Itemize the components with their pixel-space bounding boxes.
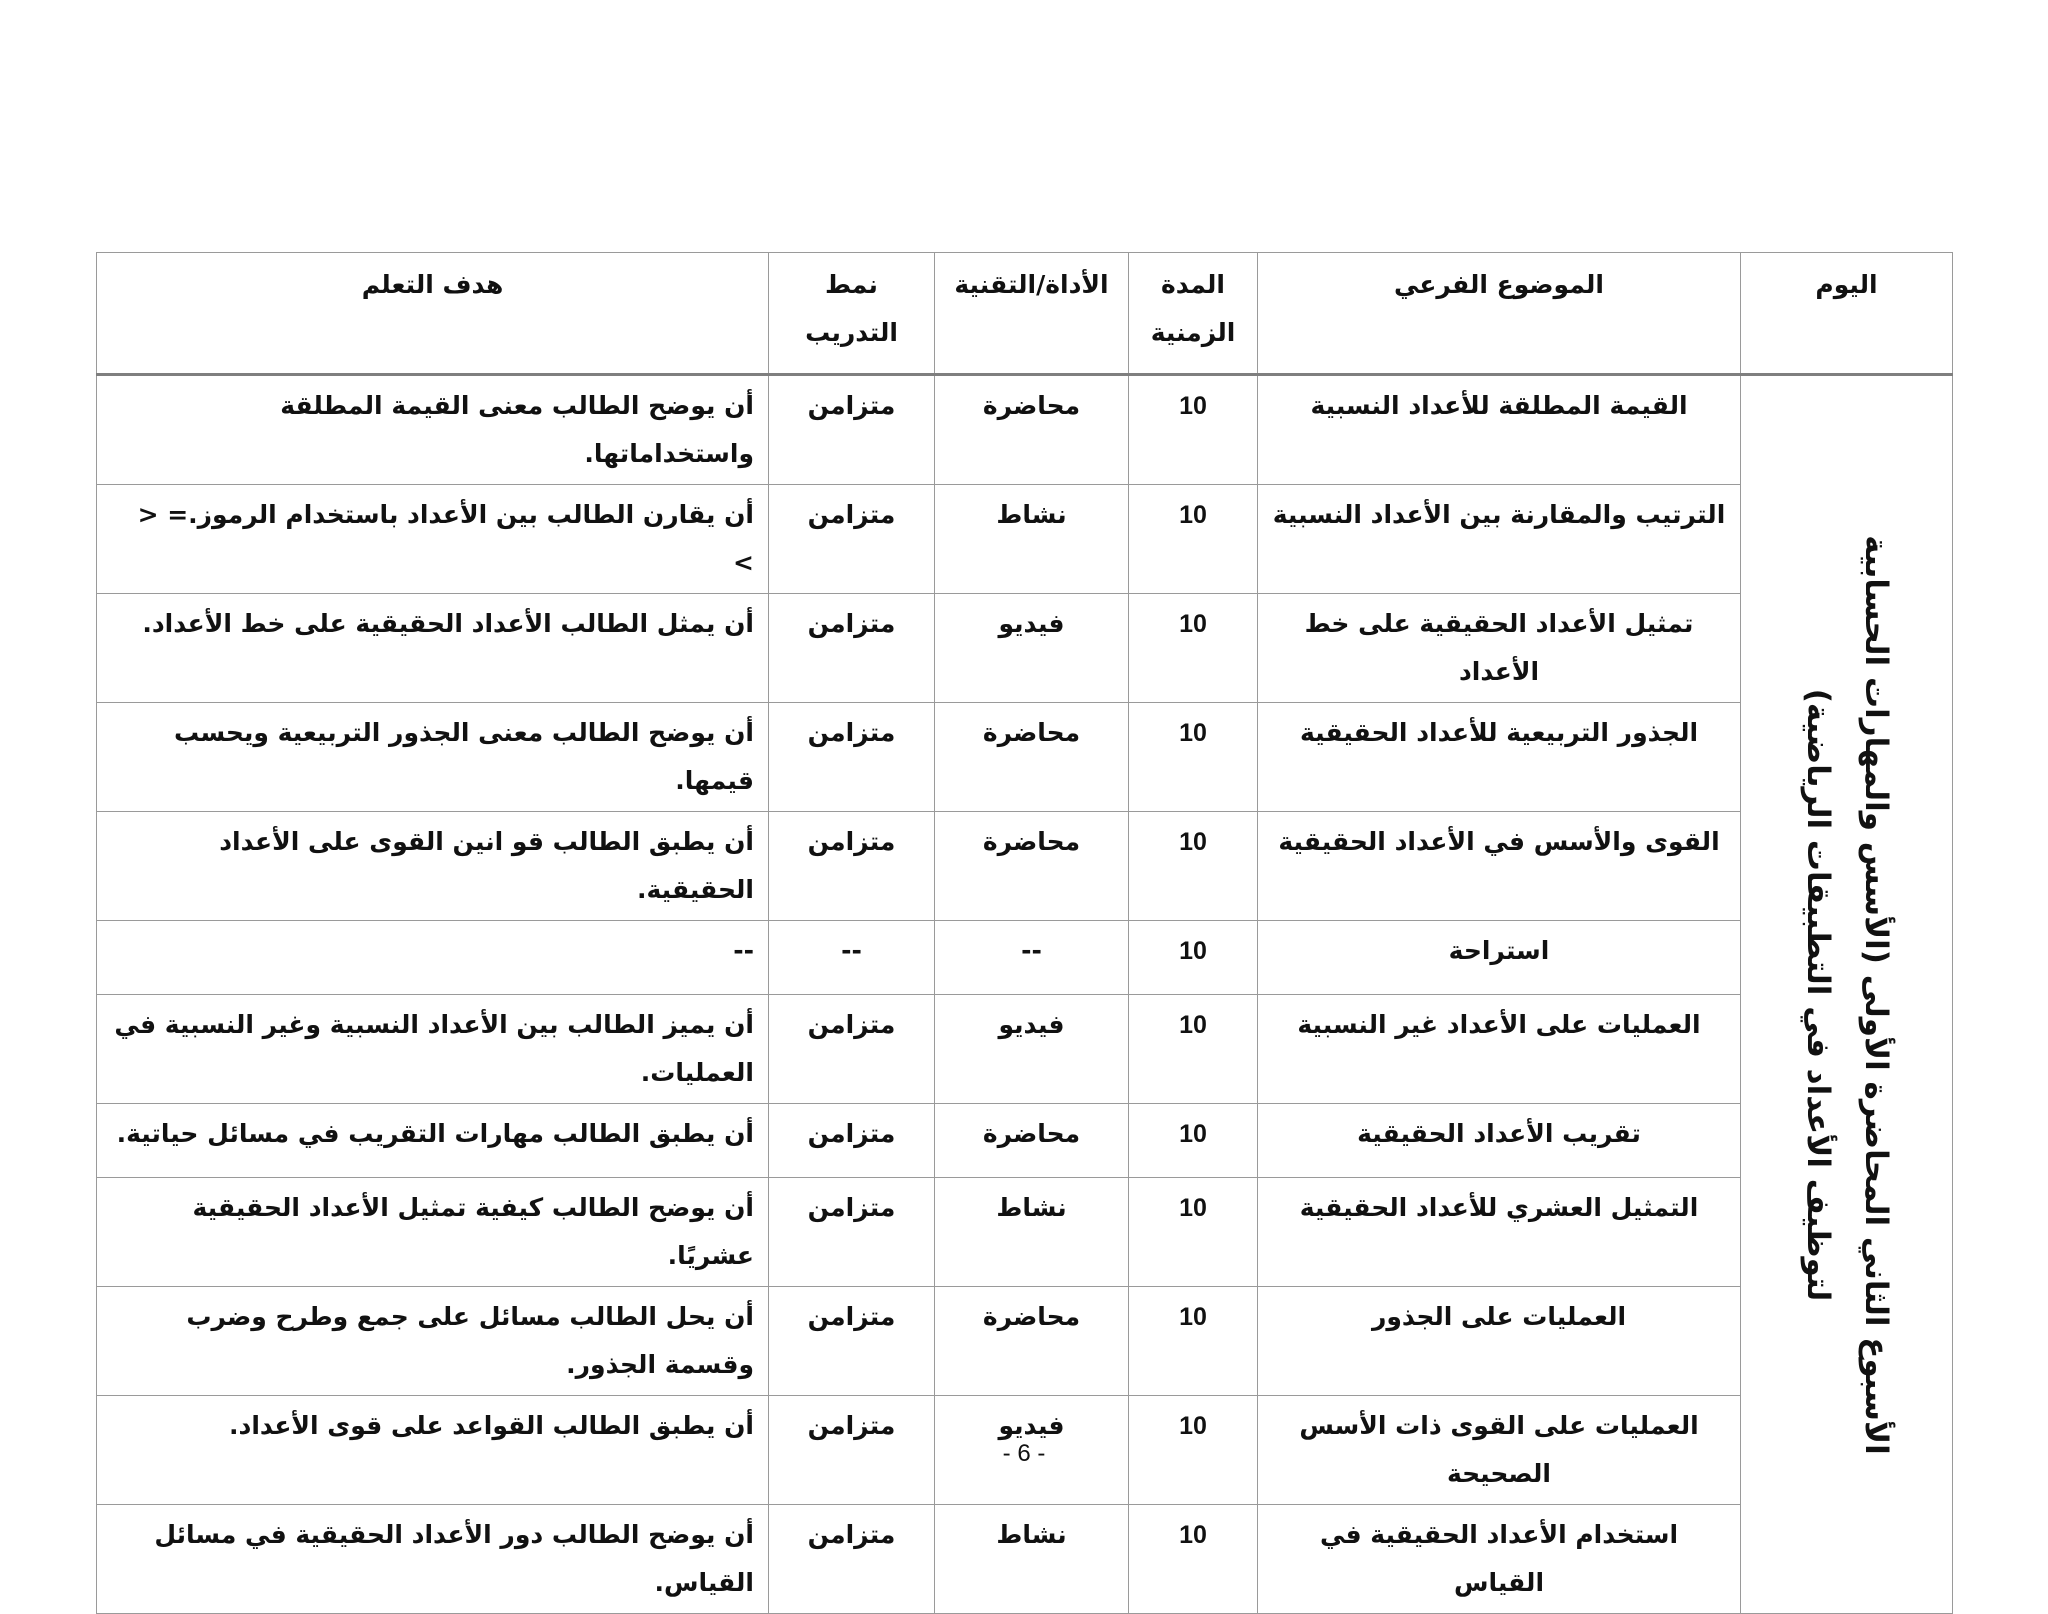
mode-cell: متزامن (769, 995, 935, 1104)
mode-cell: -- (769, 921, 935, 995)
duration-cell: 10 (1129, 1178, 1258, 1287)
duration-cell: 10 (1129, 1104, 1258, 1178)
mode-cell: متزامن (769, 1505, 935, 1614)
goal-cell: أن يطبق الطالب قو انين القوى على الأعداد الحقيقية. (97, 812, 769, 921)
lesson-plan-table (96, 252, 1953, 1614)
tool-cell: محاضرة (935, 375, 1129, 485)
tool-cell: محاضرة (935, 1104, 1129, 1178)
topic-cell: تمثيل الأعداد الحقيقية على خط الأعداد (1258, 594, 1741, 703)
duration-cell: 10 (1129, 921, 1258, 995)
table-row (97, 1104, 1953, 1178)
mode-cell: متزامن (769, 812, 935, 921)
goal-cell: أن يوضح الطالب كيفية تمثيل الأعداد الحقيقية عشريًا. (97, 1178, 769, 1287)
mode-cell: متزامن (769, 594, 935, 703)
table-row (97, 1505, 1953, 1614)
duration-cell: 10 (1129, 1505, 1258, 1614)
goal-cell: أن يمثل الطالب الأعداد الحقيقية على خط الأعداد. (97, 594, 769, 703)
tool-cell: فيديو (935, 594, 1129, 703)
duration-cell: 10 (1129, 812, 1258, 921)
tool-cell: فيديو (935, 995, 1129, 1104)
topic-cell: تقريب الأعداد الحقيقية (1258, 1104, 1741, 1178)
topic-cell: العمليات على الأعداد غير النسبية (1258, 995, 1741, 1104)
topic-cell: القيمة المطلقة للأعداد النسبية (1258, 375, 1741, 485)
tool-cell: نشاط (935, 1178, 1129, 1287)
topic-cell: استخدام الأعداد الحقيقية في القياس (1258, 1505, 1741, 1614)
table-row (97, 375, 1953, 485)
header-mode: نمط التدريب (769, 253, 935, 375)
goal-cell: أن يوضح الطالب دور الأعداد الحقيقية في مسائل القياس. (97, 1505, 769, 1614)
duration-cell: 10 (1129, 594, 1258, 703)
goal-cell: أن يحل الطالب مسائل على جمع وطرح وضرب وقسمة الجذور. (97, 1287, 769, 1396)
topic-cell: العمليات على القوى ذات الأسس الصحيحة (1258, 1396, 1741, 1505)
goal-cell: أن يقارن الطالب بين الأعداد باستخدام الرموز.= < > (97, 485, 769, 594)
table-row (97, 812, 1953, 921)
tool-cell: نشاط (935, 1505, 1129, 1614)
day-cell (1741, 375, 1953, 1614)
goal-cell: -- (97, 921, 769, 995)
mode-cell: متزامن (769, 375, 935, 485)
header-tool: الأداة/التقنية (935, 253, 1129, 375)
mode-cell: متزامن (769, 1396, 935, 1505)
topic-cell: استراحة (1258, 921, 1741, 995)
tool-cell: محاضرة (935, 1287, 1129, 1396)
table-row (97, 703, 1953, 812)
duration-cell: 10 (1129, 1396, 1258, 1505)
mode-cell: متزامن (769, 1178, 935, 1287)
table-row (97, 1178, 1953, 1287)
goal-cell: أن يطبق الطالب القواعد على قوى الأعداد. (97, 1396, 769, 1505)
header-topic: الموضوع الفرعي (1258, 253, 1741, 375)
table-body (97, 375, 1953, 1614)
header-day: اليوم (1741, 253, 1953, 375)
tool-cell: فيديو (935, 1396, 1129, 1505)
tool-cell: محاضرة (935, 812, 1129, 921)
goal-cell: أن يوضح الطالب معنى الجذور التربيعية ويحسب قيمها. (97, 703, 769, 812)
goal-cell: أن يطبق الطالب مهارات التقريب في مسائل حياتية. (97, 1104, 769, 1178)
mode-cell: متزامن (769, 703, 935, 812)
day-cell-text: الأسبوع الثاني المحاضرة الأولى (الأسس والمهارات الحسابية لتوظيف الأعداد في التطبيقات الرياضية) (1799, 534, 1894, 1455)
tool-cell: نشاط (935, 485, 1129, 594)
table-header-row (97, 253, 1953, 375)
topic-cell: العمليات على الجذور (1258, 1287, 1741, 1396)
duration-cell: 10 (1129, 1287, 1258, 1396)
goal-cell: أن يميز الطالب بين الأعداد النسبية وغير النسبية في العمليات. (97, 995, 769, 1104)
table-row (97, 485, 1953, 594)
mode-cell: متزامن (769, 1287, 935, 1396)
mode-cell: متزامن (769, 485, 935, 594)
table-row (97, 995, 1953, 1104)
duration-cell: 10 (1129, 485, 1258, 594)
duration-cell: 10 (1129, 375, 1258, 485)
duration-cell: 10 (1129, 703, 1258, 812)
table-row (97, 1287, 1953, 1396)
topic-cell: الترتيب والمقارنة بين الأعداد النسبية (1258, 485, 1741, 594)
topic-cell: الجذور التربيعية للأعداد الحقيقية (1258, 703, 1741, 812)
header-goal: هدف التعلم (97, 253, 769, 375)
topic-cell: القوى والأسس في الأعداد الحقيقية (1258, 812, 1741, 921)
topic-cell: التمثيل العشري للأعداد الحقيقية (1258, 1178, 1741, 1287)
page-number: - 6 - (1002, 1440, 1046, 1467)
tool-cell: محاضرة (935, 703, 1129, 812)
tool-cell: -- (935, 921, 1129, 995)
duration-cell: 10 (1129, 995, 1258, 1104)
table-row (97, 921, 1953, 995)
goal-cell: أن يوضح الطالب معنى القيمة المطلقة واستخداماتها. (97, 375, 769, 485)
header-duration: المدة الزمنية (1129, 253, 1258, 375)
table-row (97, 594, 1953, 703)
mode-cell: متزامن (769, 1104, 935, 1178)
